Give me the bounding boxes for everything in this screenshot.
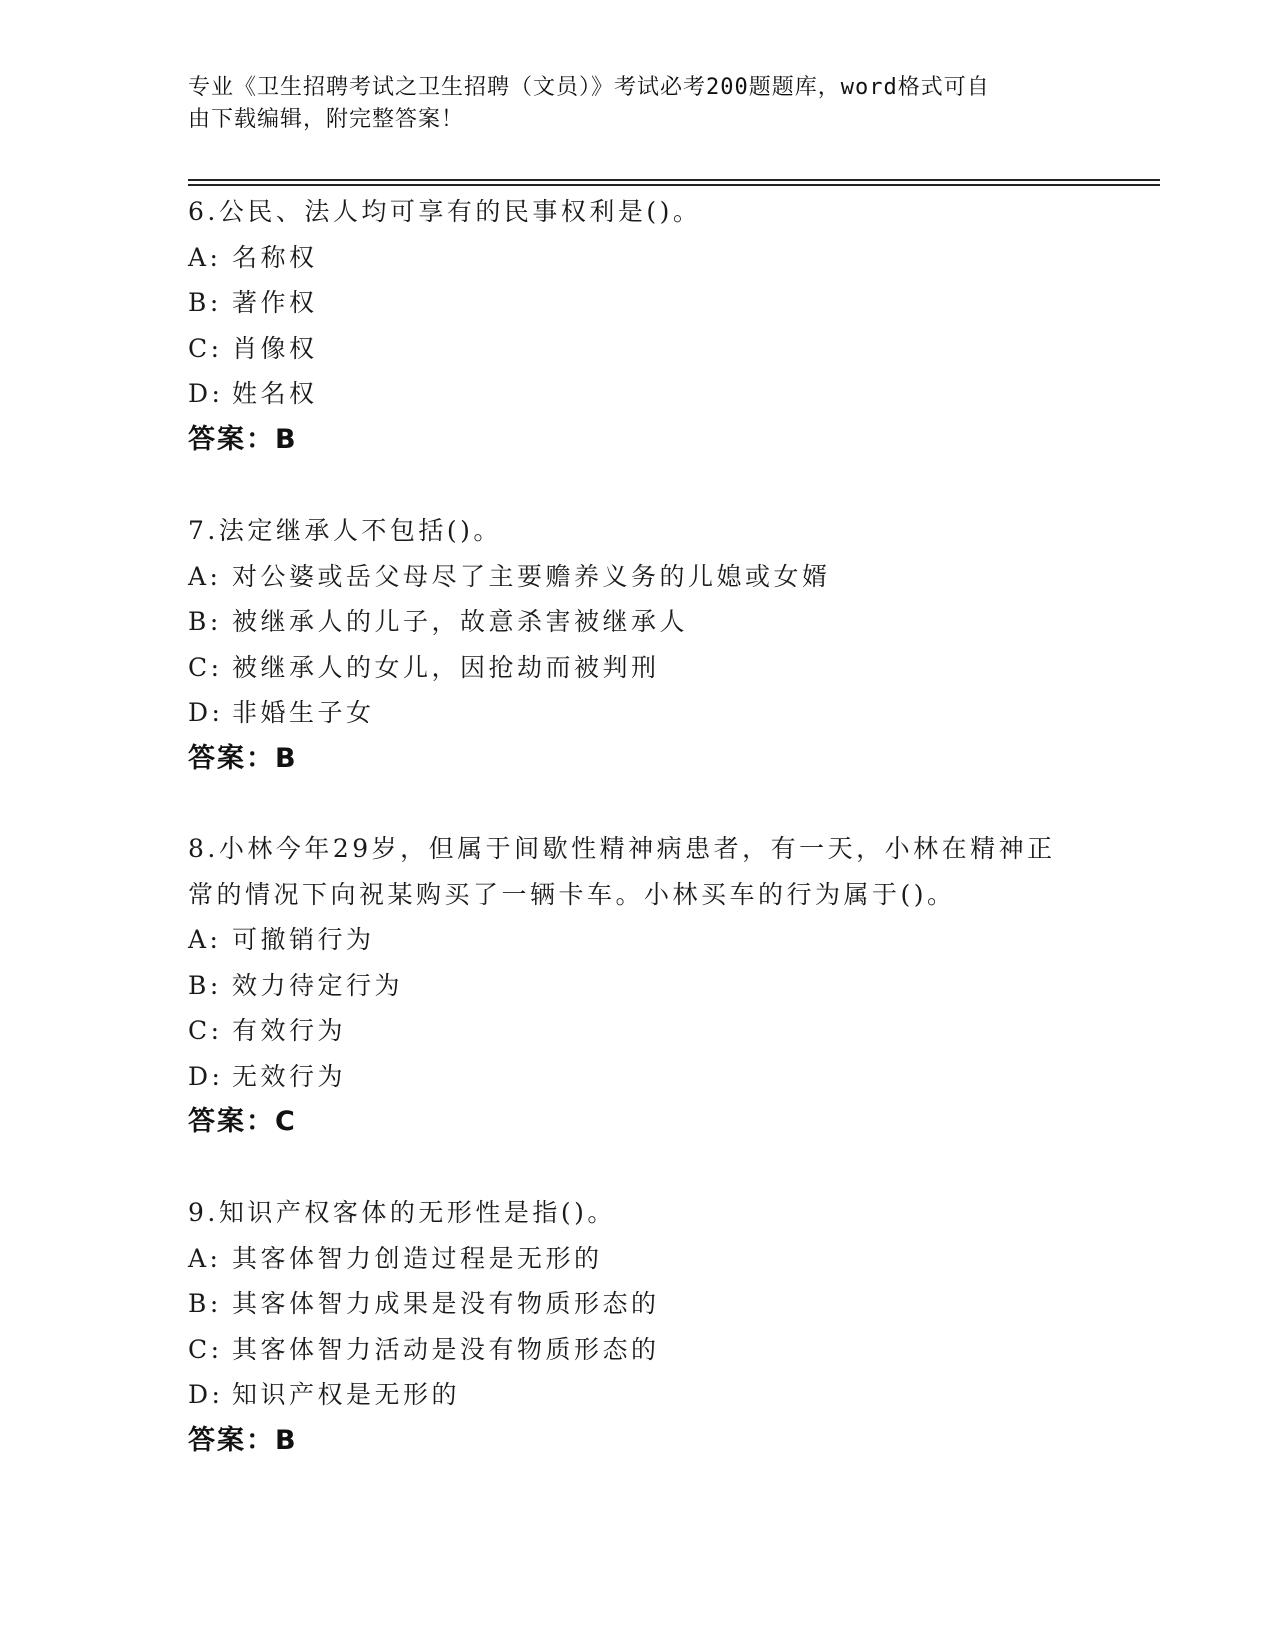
option-a <box>188 1236 1088 1282</box>
option-key: A: <box>188 1243 222 1273</box>
option-text: 效力待定行为 <box>232 970 404 1000</box>
option-text: 有效行为 <box>232 1016 347 1045</box>
header-line-2: 由下载编辑，附完整答案！ <box>188 107 465 132</box>
option-text: 肖像权 <box>232 333 318 363</box>
question-6 <box>188 189 1088 462</box>
option-key: B: <box>188 288 222 317</box>
option-key: B: <box>188 970 222 1000</box>
option-text: 被继承人的儿子，故意杀害被继承人 <box>232 607 689 636</box>
answer: 答案：B <box>188 742 298 774</box>
question-stem-line-2: 常的情况下向祝某购买了一辆卡车。小林买车的行为属于()。 <box>188 879 956 909</box>
option-text: 被继承人的女儿，因抢劫而被判刑 <box>232 652 660 682</box>
option-d <box>188 1054 1088 1100</box>
option-key: B: <box>188 1289 222 1318</box>
option-text: 其客体智力成果是没有物质形态的 <box>232 1289 660 1318</box>
option-text: 著作权 <box>232 288 318 317</box>
option-key: C: <box>188 1016 223 1045</box>
question-stem: 9.知识产权客体的无形性是指()。 <box>188 1198 616 1227</box>
document-header <box>188 72 1088 136</box>
option-key: C: <box>188 652 223 682</box>
question-8 <box>188 826 1088 1145</box>
option-b <box>188 1281 1088 1327</box>
option-b <box>188 280 1088 326</box>
option-text: 其客体智力创造过程是无形的 <box>232 1243 603 1273</box>
option-text: 姓名权 <box>232 379 318 408</box>
option-key: A: <box>188 925 222 954</box>
option-a <box>188 917 1088 963</box>
option-c <box>188 326 1088 372</box>
option-text: 名称权 <box>232 242 318 272</box>
option-key: A: <box>188 242 222 272</box>
option-text: 知识产权是无形的 <box>232 1380 461 1409</box>
option-key: C: <box>188 333 223 363</box>
header-divider-top <box>188 179 1160 181</box>
option-text: 可撤销行为 <box>232 925 375 954</box>
option-key: B: <box>188 607 222 636</box>
option-text: 其客体智力活动是没有物质形态的 <box>232 1334 660 1364</box>
option-b <box>188 599 1088 645</box>
option-d <box>188 371 1088 417</box>
option-text: 非婚生子女 <box>232 698 375 727</box>
option-key: D: <box>188 698 224 727</box>
answer: 答案：B <box>188 1424 298 1456</box>
option-key: A: <box>188 561 222 591</box>
answer: 答案：C <box>188 1106 297 1137</box>
question-7 <box>188 508 1088 781</box>
question-stem: 7.法定继承人不包括()。 <box>188 516 502 545</box>
header-line-1: 专业《卫生招聘考试之卫生招聘（文员）》考试必考200题题库，word格式可自 <box>188 75 990 100</box>
question-stem: 6.公民、法人均可享有的民事权利是()。 <box>188 197 702 226</box>
answer: 答案：B <box>188 423 298 455</box>
option-key: D: <box>188 1061 224 1091</box>
question-9 <box>188 1190 1088 1463</box>
option-a <box>188 554 1088 600</box>
option-d <box>188 690 1088 736</box>
header-divider-bottom <box>188 184 1160 186</box>
option-c <box>188 645 1088 691</box>
option-d <box>188 1372 1088 1418</box>
option-a <box>188 235 1088 281</box>
option-text: 对公婆或岳父母尽了主要赡养义务的儿媳或女婿 <box>232 561 831 591</box>
option-c <box>188 1327 1088 1373</box>
question-stem-line-1: 8.小林今年29岁，但属于间歇性精神病患者，有一天，小林在精神正 <box>188 834 1056 863</box>
option-text: 无效行为 <box>232 1061 347 1091</box>
option-key: D: <box>188 379 224 408</box>
option-b <box>188 963 1088 1009</box>
option-key: C: <box>188 1334 223 1364</box>
option-c <box>188 1008 1088 1054</box>
option-key: D: <box>188 1380 224 1409</box>
